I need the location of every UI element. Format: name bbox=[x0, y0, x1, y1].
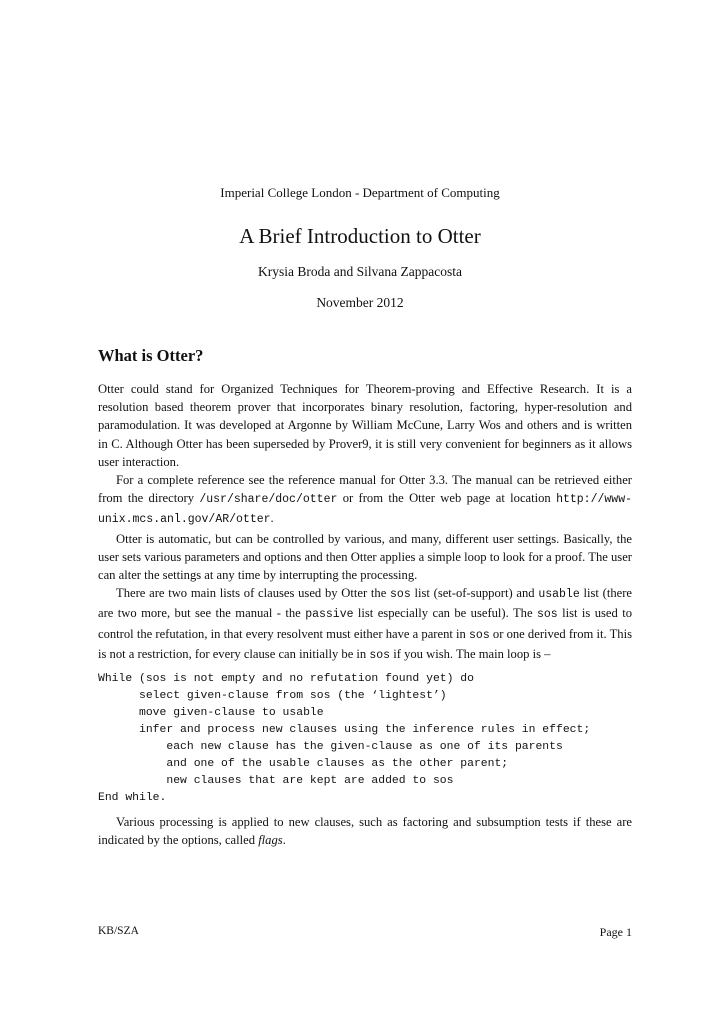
text-span: or one derived from it. This is not a restriction, for every clause can initially be in bbox=[98, 626, 632, 661]
code-line: While (sos is not empty and no refutation found yet) do bbox=[98, 673, 474, 685]
paragraph-processing bbox=[98, 813, 632, 849]
code-line: new clauses that are kept are added to sos bbox=[98, 775, 454, 787]
otter-url: http://www-unix.mcs.anl.gov/AR/otter bbox=[98, 493, 632, 527]
code-term-sos: sos bbox=[369, 648, 391, 662]
text-span: . bbox=[282, 833, 286, 848]
code-line: move given-clause to usable bbox=[98, 707, 324, 719]
page-number: Page 1 bbox=[599, 925, 632, 939]
code-line: and one of the usable clauses as the other parent; bbox=[98, 758, 509, 770]
text-span: Various processing is applied to new clauses, such as factoring and subsumption tests if these are indicated by the options, called bbox=[98, 815, 632, 848]
code-term-passive: passive bbox=[305, 608, 354, 622]
text-span: if you wish. The main loop is – bbox=[390, 646, 551, 661]
code-line: End while. bbox=[98, 792, 167, 804]
date-line: November 2012 bbox=[316, 295, 404, 310]
doc-path: /usr/share/doc/otter bbox=[199, 493, 338, 507]
paragraph-definition: Otter could stand for Organized Techniques for Theorem-proving and Effective Research. It is a resolution based theorem prover that incorporates binary resolution, factoring, hyper-resolution and paramodulation. It was developed at Argonne by William McCune, Larry Wos and others and is written in C. Although Otter has been superseded by Prover9, it is still very convenient for beginners as it allows user interaction. bbox=[98, 382, 632, 469]
section-body bbox=[98, 380, 632, 665]
institution-line: Imperial College London - Department of Computing bbox=[220, 185, 500, 200]
paragraph-settings: Otter is automatic, but can be controlled by various, and many, different user settings. Basically, the user sets various parameters and options and then Otter applies a simple loop to look for a proof. The user can alter the settings at any time by interrupting the processing. bbox=[98, 531, 632, 583]
code-term-sos: sos bbox=[469, 628, 490, 642]
text-span: or from the Otter web page at location bbox=[337, 491, 557, 506]
paragraph-reference bbox=[98, 471, 632, 530]
authors-line: Krysia Broda and Silvana Zappacosta bbox=[258, 264, 462, 279]
text-span: There are two main lists of clauses used by Otter the bbox=[116, 586, 391, 601]
text-span: list especially can be useful). The bbox=[353, 606, 537, 621]
code-line: each new clause has the given-clause as one of its parents bbox=[98, 741, 563, 753]
flags-term: flags bbox=[258, 833, 283, 848]
section-heading: What is Otter? bbox=[98, 346, 204, 365]
code-line: infer and process new clauses using the inference rules in effect; bbox=[98, 724, 591, 736]
main-loop-code-block bbox=[98, 671, 590, 807]
code-term-sos: sos bbox=[390, 588, 411, 602]
paragraph-lists bbox=[98, 584, 632, 665]
code-line: select given-clause from sos (the ‘lightest’) bbox=[98, 690, 447, 702]
text-span: list (set-of-support) and bbox=[410, 586, 539, 601]
code-term-sos: sos bbox=[536, 608, 558, 622]
text-span: list is used to control the refutation, in that every resolvent must either have a parent in bbox=[98, 606, 632, 641]
text-span: For a complete reference see the reference manual for Otter 3.3. The manual can be retrieved either from the directory bbox=[98, 473, 632, 506]
document-title: A Brief Introduction to Otter bbox=[239, 224, 481, 248]
code-term-usable: usable bbox=[538, 588, 580, 602]
footer-initials: KB/SZA bbox=[98, 925, 139, 937]
text-span: list (there are two more, but see the manual - the bbox=[98, 586, 632, 621]
text-span: . bbox=[270, 511, 274, 526]
